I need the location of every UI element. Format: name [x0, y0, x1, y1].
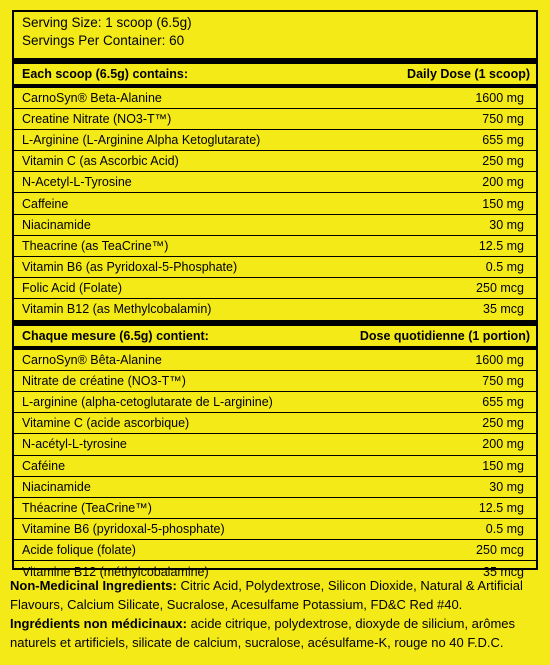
nutrient-name: N-Acetyl-L-Tyrosine [22, 175, 132, 190]
nutrient-amount: 250 mg [482, 154, 524, 169]
ingredients-block [10, 576, 540, 652]
nutrient-amount: 200 mg [482, 437, 524, 452]
table-row [14, 477, 536, 498]
nutrient-amount: 35 mcg [483, 564, 524, 579]
serving-info [14, 12, 536, 58]
nutrient-name: CarnoSyn® Bêta-Alanine [22, 353, 162, 368]
nutrient-amount: 250 mg [482, 416, 524, 431]
table-row [14, 456, 536, 477]
table-row [14, 236, 536, 257]
ingredients-french-text: acide citrique, polydextrose, dioxyde de silicium, arômes naturels et artificiels, silicate de calcium, sucralose, acésulfame-K, rouge no 40 F.D.C. [10, 616, 516, 650]
nutrient-amount: 655 mg [482, 133, 524, 148]
nutrient-amount: 150 mg [482, 196, 524, 211]
table-row [14, 278, 536, 299]
french-rows [14, 350, 536, 582]
nutrient-amount: 30 mg [489, 217, 524, 232]
ingredients-french-label: Ingrédients non médicinaux: [10, 616, 187, 631]
table-row [14, 392, 536, 413]
table-row [14, 130, 536, 151]
nutrient-name: L-arginine (alpha-cetoglutarate de L-arginine) [22, 395, 273, 410]
nutrient-name: Vitamine B12 (méthylcobalamine) [22, 564, 209, 579]
nutrient-amount: 200 mg [482, 175, 524, 190]
nutrient-name: Creatine Nitrate (NO3-T™) [22, 112, 172, 127]
nutrient-amount: 35 mcg [483, 302, 524, 317]
ingredients-english [10, 576, 540, 614]
nutrient-amount: 0.5 mg [485, 259, 524, 274]
english-header-left: Each scoop (6.5g) contains: [22, 67, 189, 81]
nutrient-name: Acide folique (folate) [22, 542, 136, 557]
table-row [14, 434, 536, 455]
nutrient-amount: 750 mg [482, 112, 524, 127]
french-header [14, 326, 536, 347]
table-row [14, 540, 536, 561]
english-rows [14, 88, 536, 320]
nutrient-name: N-acétyl-L-tyrosine [22, 437, 127, 452]
nutrient-amount: 655 mg [482, 395, 524, 410]
french-header-left: Chaque mesure (6.5g) contient: [22, 329, 209, 344]
servings-per-container: Servings Per Container: 60 [22, 33, 185, 48]
nutrient-amount: 250 mcg [476, 280, 524, 295]
table-row [14, 215, 536, 236]
nutrient-amount: 0.5 mg [485, 521, 524, 536]
nutrient-name: Vitamine B6 (pyridoxal-5-phosphate) [22, 521, 225, 536]
table-row [14, 498, 536, 519]
english-header [14, 64, 536, 85]
table-row [14, 299, 536, 320]
table-row [14, 350, 536, 371]
nutrient-amount: 750 mg [482, 374, 524, 389]
table-row [14, 172, 536, 193]
nutrient-name: Théacrine (TeaCrine™) [22, 500, 152, 515]
nutrient-name: Vitamin B12 (as Methylcobalamin) [22, 302, 212, 317]
nutrient-amount: 150 mg [482, 458, 524, 473]
ingredients-english-label: Non-Medicinal Ingredients: [10, 578, 177, 593]
nutrient-amount: 12.5 mg [478, 238, 524, 253]
english-header-right: Daily Dose (1 scoop) [407, 67, 530, 81]
nutrient-name: Theacrine (as TeaCrine™) [22, 238, 169, 253]
table-row [14, 413, 536, 434]
nutrient-name: Vitamin B6 (as Pyridoxal-5-Phosphate) [22, 259, 238, 274]
ingredients-french [10, 614, 540, 652]
nutrient-name: Caféine [22, 458, 66, 473]
french-header-right: Dose quotidienne (1 portion) [359, 329, 530, 344]
nutrient-amount: 12.5 mg [478, 500, 524, 515]
nutrient-name: Vitamine C (acide ascorbique) [22, 416, 190, 431]
nutrient-name: Niacinamide [22, 479, 91, 494]
nutrient-amount: 30 mg [489, 479, 524, 494]
facts-table [12, 10, 538, 579]
table-row [14, 371, 536, 392]
nutrient-name: Caffeine [22, 196, 69, 211]
table-row [14, 257, 536, 278]
nutrient-name: CarnoSyn® Beta-Alanine [22, 91, 162, 106]
table-row [14, 193, 536, 214]
table-row [14, 151, 536, 172]
ingredients-english-text: Citric Acid, Polydextrose, Silicon Dioxide, Natural & Artificial Flavours, Calcium Silicate, Sucralose, Acesulfame Potassium, FD&C Red #40. [10, 578, 523, 612]
nutrient-name: Niacinamide [22, 217, 91, 232]
serving-size: Serving Size: 1 scoop (6.5g) [22, 15, 192, 30]
nutrient-amount: 250 mcg [476, 542, 524, 557]
nutrient-name: Vitamin C (as Ascorbic Acid) [22, 154, 179, 169]
nutrient-name: Folic Acid (Folate) [22, 280, 123, 295]
nutrient-amount: 1600 mg [475, 91, 524, 106]
nutrient-amount: 1600 mg [475, 353, 524, 368]
nutrient-name: L-Arginine (L-Arginine Alpha Ketoglutarate) [22, 133, 261, 148]
nutrient-name: Nitrate de créatine (NO3-T™) [22, 374, 186, 389]
table-row [14, 109, 536, 130]
table-row [14, 519, 536, 540]
table-row [14, 88, 536, 109]
